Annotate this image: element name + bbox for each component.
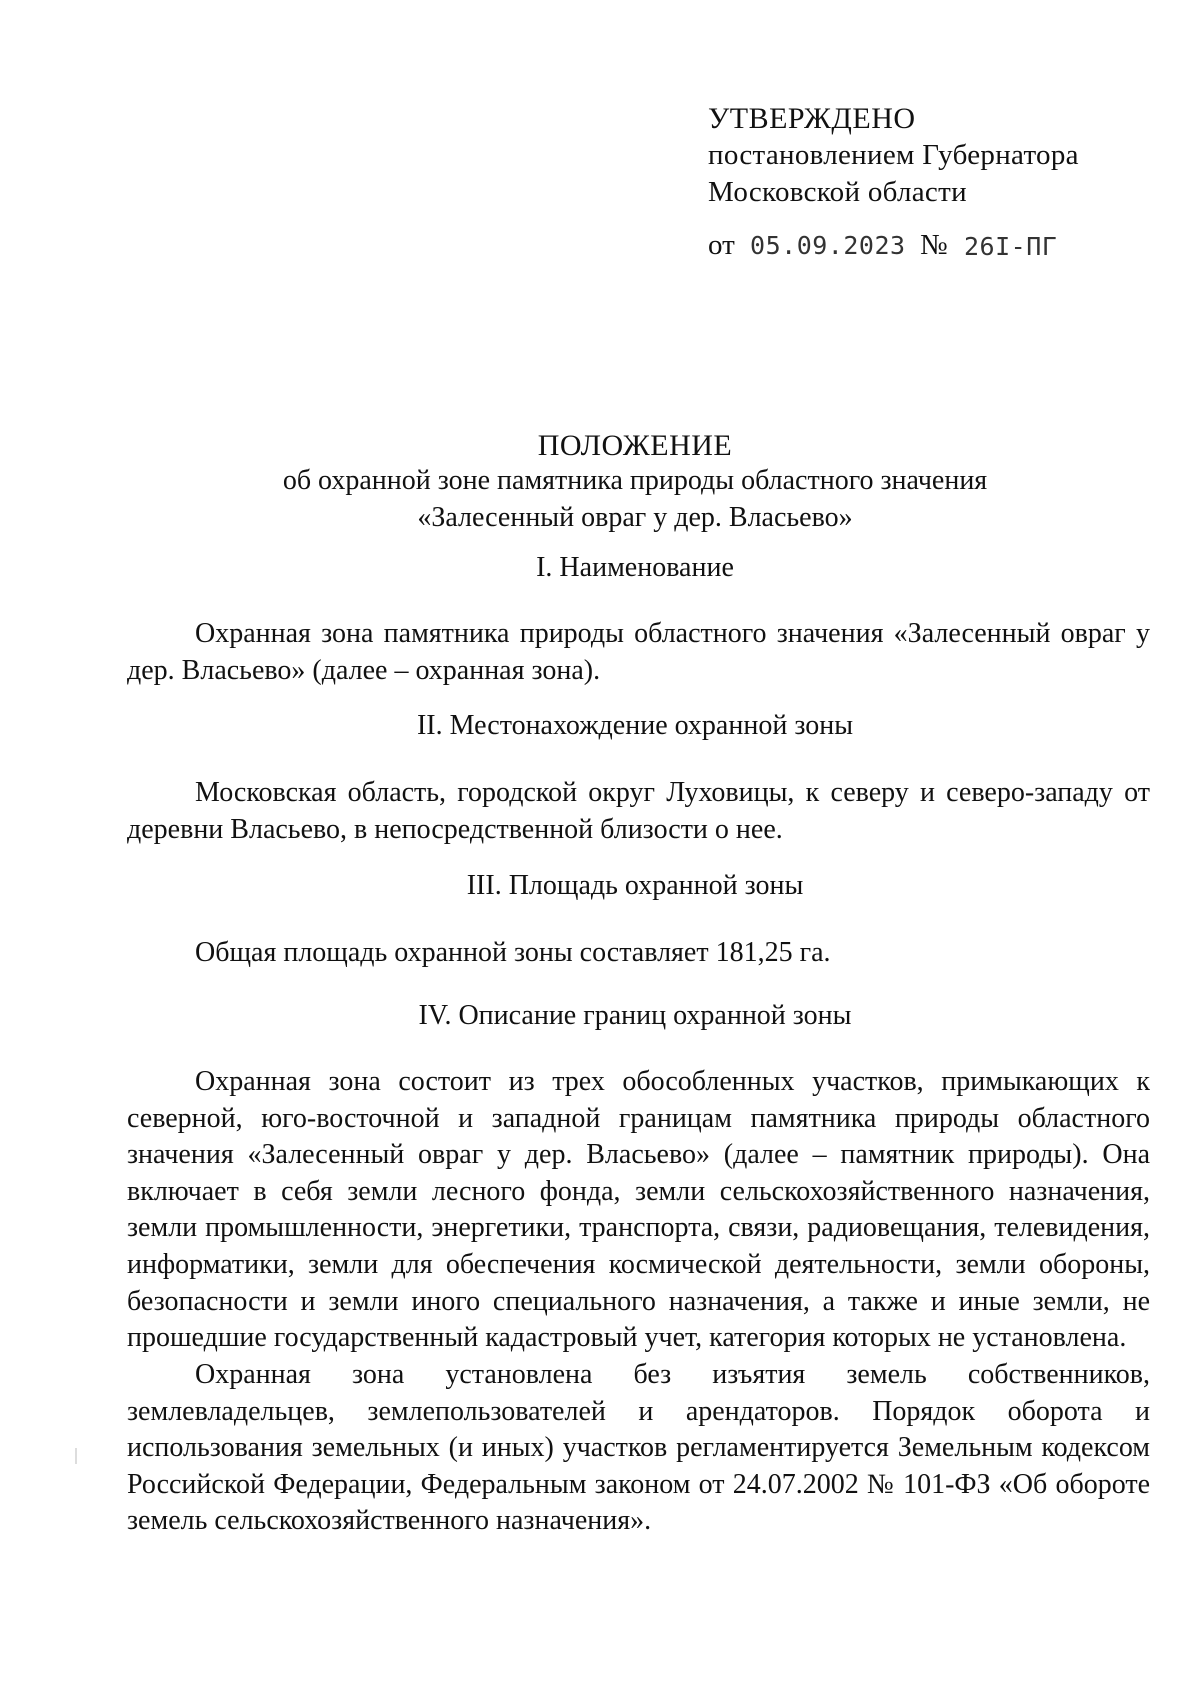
document-title: ПОЛОЖЕНИЕ <box>537 429 733 462</box>
approval-date-row <box>708 229 1058 262</box>
section-heading-2: II. Местонахождение охранной зоны <box>416 710 854 741</box>
number-value: 26I-ПГ <box>964 232 1058 261</box>
approval-block <box>708 100 1079 211</box>
subtitle-line-1: об охранной зоне памятника природы областного значения <box>282 465 988 496</box>
section-2-paragraph: Московская область, городской округ Луховицы, к северу и северо-западу от деревни Власьево, в непосредственной близости о нее. <box>127 777 1150 845</box>
section-heading-3: III. Площадь охранной зоны <box>466 870 804 901</box>
section-heading-4: IV. Описание границ охранной зоны <box>418 1000 852 1031</box>
section-4-paragraph-2: Охранная зона установлена без изъятия земель собственников, землевладельцев, землепользователей и арендаторов. Порядок оборота и использования земельных (и иных) участков регламентируется Земельным кодексом Российской Федерации, Федеральным законом от 24.07.2002 № 101-ФЗ «Об обороте земель сельскохозяйственного назначения». <box>127 1359 1150 1537</box>
subtitle-line-2: «Залесенный овраг у дер. Власьево» <box>417 502 853 533</box>
section-3-paragraph: Общая площадь охранной зоны составляет 181,25 га. <box>195 937 831 968</box>
section-1-paragraph: Охранная зона памятника природы областного значения «Залесенный овраг у дер. Власьево» (далее – охранная зона). <box>127 618 1150 686</box>
approval-region-line: Московской области <box>708 176 967 208</box>
section-4-paragraph-1: Охранная зона состоит из трех обособленных участков, примыкающих к северной, юго-восточной и западной границам памятника природы областного значения «Залесенный овраг у дер. Власьево» (далее – памятник природы). Она включает в себя земли лесного фонда, земли сельскохозяйственного назначения, земли промышленности, энергетики, транспорта, связи, радиовещания, телевидения, информатики, земли для обеспечения космической деятельности, земли обороны, безопасности и земли иного специального назначения, а также и иные земли, не прошедшие государственный кадастровый учет, категория которых не установлена. <box>127 1066 1150 1354</box>
approval-stamp-title: УТВЕРЖДЕНО <box>708 102 916 135</box>
date-value: 05.09.2023 <box>750 231 906 260</box>
document-subtitle <box>0 462 1200 536</box>
date-label: от <box>708 229 735 261</box>
number-label: № <box>920 229 948 261</box>
scan-margin-mark <box>75 1448 77 1464</box>
approval-by-line: постановлением Губернатора <box>708 139 1079 171</box>
section-heading-1: I. Наименование <box>536 552 734 583</box>
